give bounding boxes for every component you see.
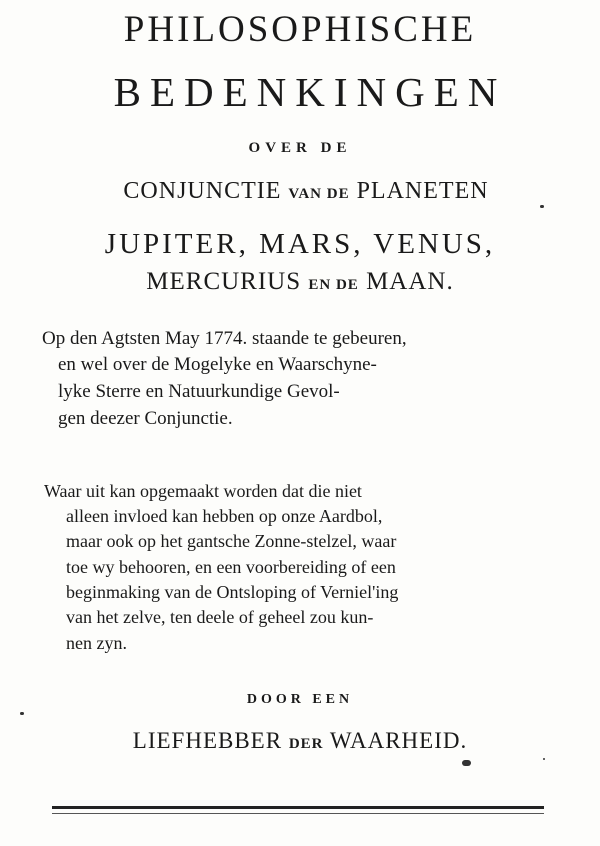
lief-part-c: WAARHEID. [323,728,468,753]
description-line: en wel over de Mogelyke en Waarschyne- [58,354,377,375]
double-rule-thin [52,813,544,814]
lief-part-a: LIEFHEBBER [132,728,289,753]
double-rule-thick [52,806,544,809]
ink-speck [20,712,24,715]
planets-line-1: JUPITER, MARS, VENUS, [104,228,496,260]
byline-door-een: DOOR EEN [246,692,354,707]
subtitle-conjunctie [0,178,600,205]
conj-part-a: CONJUNCTIE [123,178,289,204]
byline-liefhebber [0,728,600,754]
subtitle-over-de: OVER DE [248,140,352,156]
body-line: toe wy behooren, en een voorbereiding of een [66,557,396,577]
planets2-part-b: EN DE [308,277,359,293]
body-paragraph [44,479,554,659]
ink-speck [543,758,545,760]
planets2-part-a: MERCURIUS [146,268,309,295]
planets-line-2 [0,268,600,296]
lief-part-b: DER [288,736,324,752]
ink-speck [540,205,544,208]
body-line: Waar uit kan opgemaakt worden dat die niet [44,481,362,501]
body-line: van het zelve, ten deele of geheel zou kun- [66,607,374,627]
ink-blot [462,760,471,766]
description-paragraph [40,326,560,436]
description-line: lyke Sterre en Natuurkundige Gevol- [58,381,340,402]
body-line: alleen invloed kan hebben op onze Aardbol, [66,506,383,526]
title-line-philosophische: PHILOSOPHISCHE [123,9,477,50]
description-line: gen deezer Conjunctie. [58,408,233,429]
body-line: beginmaking van de Ontsloping of Verniel'ing [66,582,399,602]
title-line-bedenkingen: BEDENKINGEN [113,69,507,115]
planets2-part-c: MAAN. [358,268,454,295]
conj-part-c: PLANETEN [349,178,489,204]
body-line: nen zyn. [66,633,127,653]
description-line: Op den Agtsten May 1774. staande te gebeuren, [42,328,407,349]
conj-part-b: VAN DE [288,186,350,202]
body-line: maar ook op het gantsche Zonne-stelzel, waar [66,531,397,551]
